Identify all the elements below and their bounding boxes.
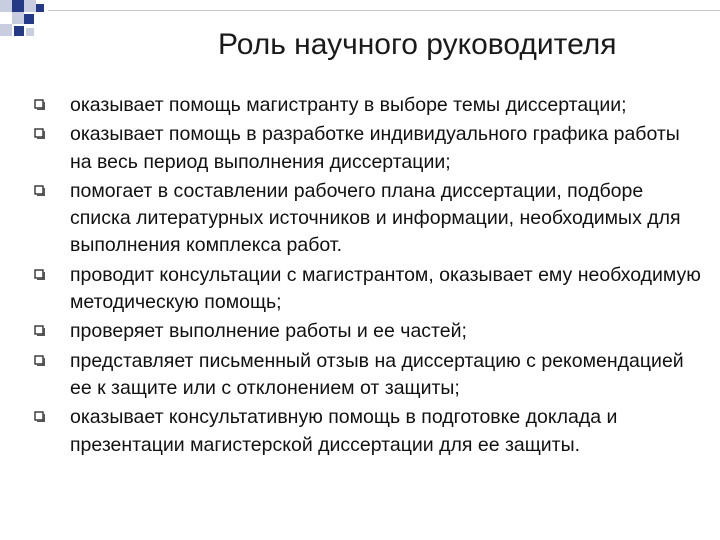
title-divider	[48, 10, 720, 11]
hollow-square-bullet-icon	[34, 355, 46, 367]
list-item	[34, 178, 706, 260]
decorative-square	[14, 26, 24, 36]
decorative-square	[26, 28, 34, 36]
decorative-square	[36, 4, 44, 12]
decorative-square	[24, 0, 36, 12]
bullet-text: проводит консультации с магистрантом, оказывает ему необходимую методическую помощь;	[70, 263, 701, 314]
list-item	[34, 92, 706, 119]
bullet-list	[34, 92, 706, 461]
bullet-text: оказывает помощь в разработке индивидуального графика работы на весь период выполнения диссертации;	[70, 123, 680, 173]
hollow-square-bullet-icon	[34, 411, 46, 423]
bullet-text: помогает в составлении рабочего плана диссертации, подборе списка литературных источников и информации, необходимых для выполнения комплекса работ.	[70, 179, 681, 257]
bullet-text: оказывает консультативную помощь в подготовке доклада и презентации магистерской диссертации для ее защиты.	[70, 406, 618, 456]
decorative-square	[24, 14, 34, 24]
decorative-square	[0, 0, 12, 12]
bullet-text: оказывает помощь магистранту в выборе темы диссертации;	[70, 94, 627, 116]
bullet-text: представляет письменный отзыв на диссертацию с рекомендацией ее к защите или с отклонением от защиты;	[70, 349, 684, 399]
list-item	[34, 121, 706, 176]
hollow-square-bullet-icon	[34, 325, 46, 337]
list-item	[34, 318, 706, 345]
hollow-square-bullet-icon	[34, 128, 46, 140]
slide-title: Роль научного руководителя	[218, 28, 617, 61]
hollow-square-bullet-icon	[34, 99, 46, 111]
list-item	[34, 348, 706, 403]
hollow-square-bullet-icon	[34, 269, 46, 281]
hollow-square-bullet-icon	[34, 185, 46, 197]
bullet-text: проверяет выполнение работы и ее частей;	[70, 320, 467, 343]
decorative-square	[12, 12, 24, 24]
decorative-square	[12, 0, 24, 12]
list-item	[34, 262, 706, 317]
list-item	[34, 404, 706, 459]
decorative-square	[0, 24, 12, 36]
